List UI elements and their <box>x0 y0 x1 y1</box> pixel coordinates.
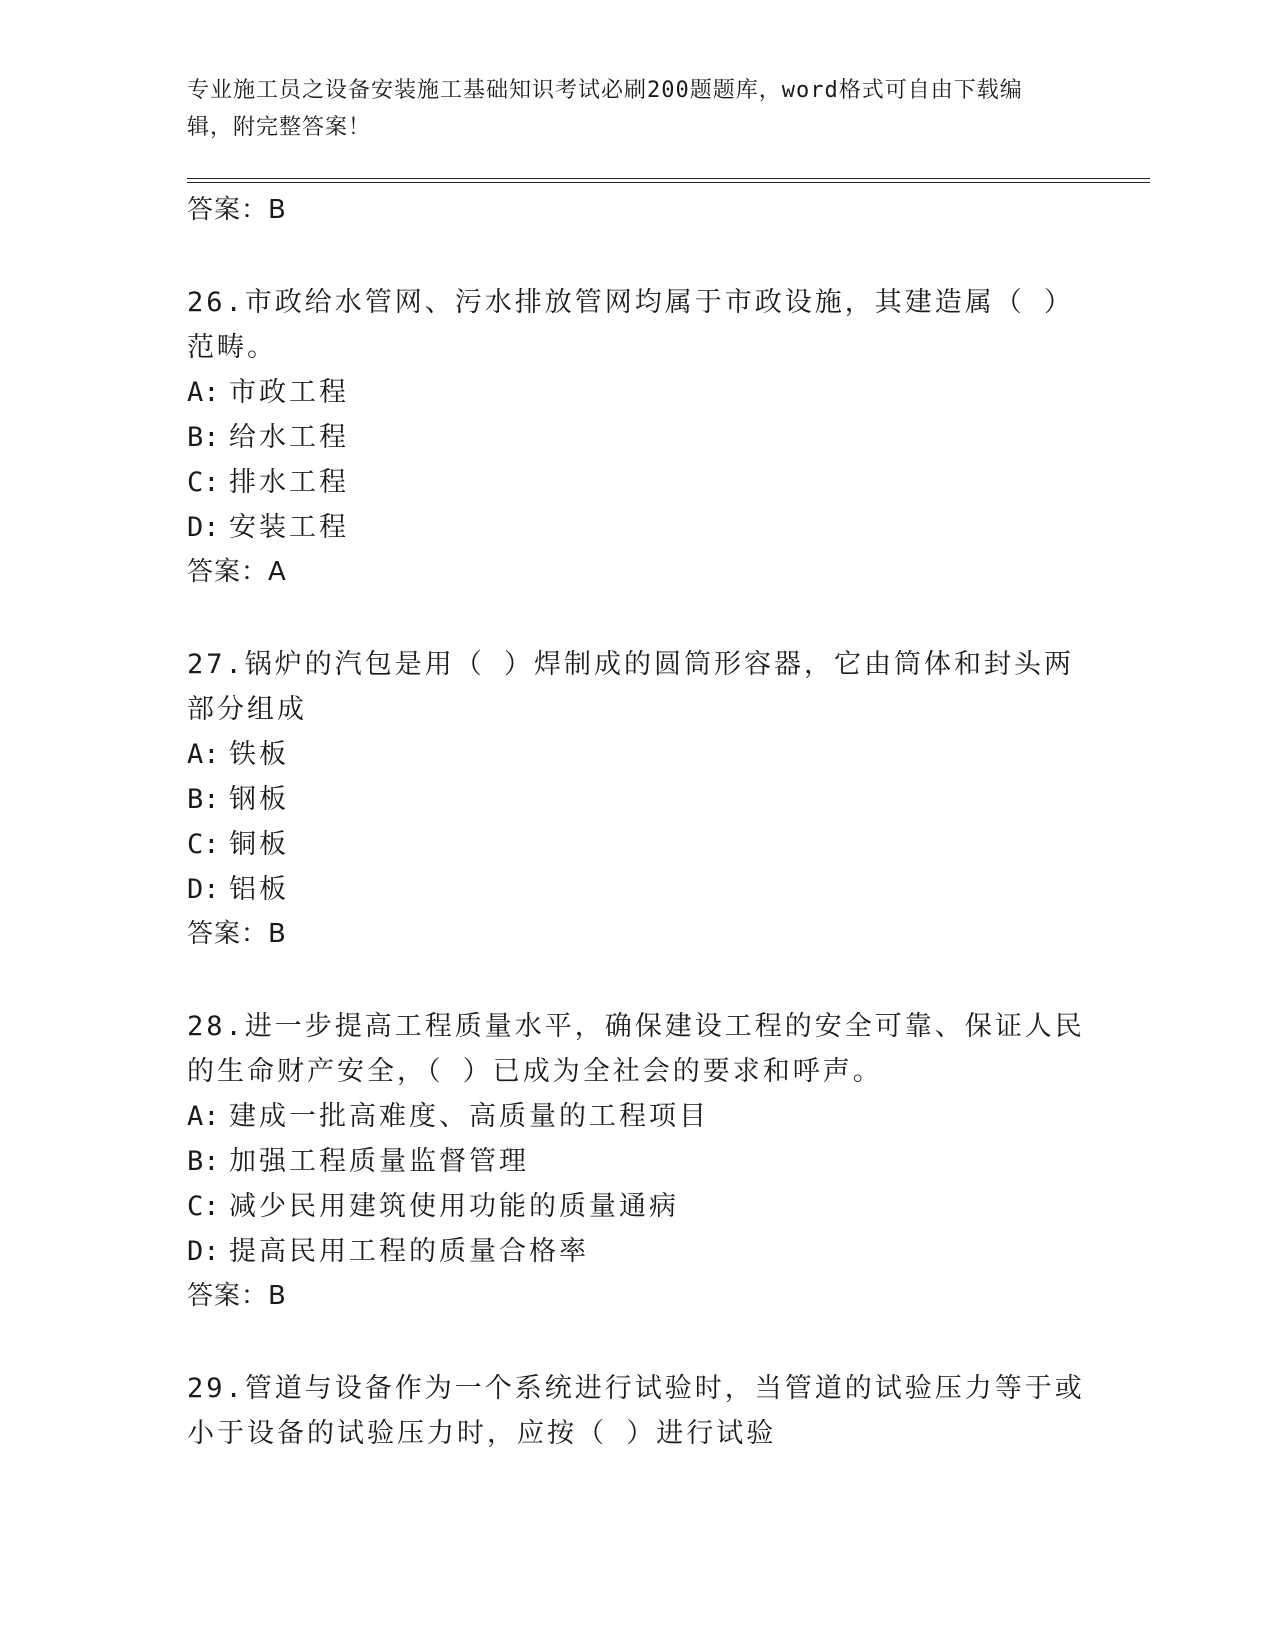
option-c <box>187 822 1087 867</box>
option-b <box>187 777 1087 822</box>
answer-line: 答案：A <box>187 557 287 587</box>
document-header <box>187 72 1067 146</box>
option-label: C: <box>187 467 220 498</box>
header-divider-bottom <box>187 182 1150 183</box>
option-label: B: <box>187 422 220 453</box>
option-label: D: <box>187 1236 220 1267</box>
option-a <box>187 732 1087 777</box>
option-text: 建成一批高难度、高质量的工程项目 <box>229 1101 709 1132</box>
option-label: B: <box>187 1146 220 1177</box>
question-text: 26.市政给水管网、污水排放管网均属于市政设施，其建造属（ ）范畴。 <box>187 287 1075 363</box>
option-text: 加强工程质量监督管理 <box>229 1146 529 1177</box>
option-text: 钢板 <box>229 784 289 815</box>
question-29 <box>187 1366 1087 1456</box>
option-label: D: <box>187 874 220 905</box>
answer-line: 答案：B <box>187 1281 287 1311</box>
option-label: B: <box>187 784 220 815</box>
option-text: 给水工程 <box>229 422 349 453</box>
option-a <box>187 370 1087 415</box>
option-text: 铝板 <box>229 874 289 905</box>
option-c <box>187 460 1087 505</box>
answer-line: 答案：B <box>187 919 287 949</box>
option-b <box>187 1139 1087 1184</box>
option-label: C: <box>187 829 220 860</box>
option-text: 铜板 <box>229 829 289 860</box>
option-label: A: <box>187 739 220 770</box>
option-label: A: <box>187 1101 220 1132</box>
option-label: A: <box>187 377 220 408</box>
option-label: C: <box>187 1191 220 1222</box>
header-title: 专业施工员之设备安装施工基础知识考试必刷200题题库，word格式可自由下载编辑，附完整答案！ <box>187 78 1023 140</box>
question-text: 27.锅炉的汽包是用（ ）焊制成的圆筒形容器，它由筒体和封头两部分组成 <box>187 649 1075 725</box>
question-text: 28.进一步提高工程质量水平，确保建设工程的安全可靠、保证人民的生命财产安全，（ ）已成为全社会的要求和呼声。 <box>187 1011 1085 1087</box>
option-a <box>187 1094 1087 1139</box>
question-list <box>187 188 1087 1456</box>
option-label: D: <box>187 512 220 543</box>
option-text: 铁板 <box>229 739 289 770</box>
option-text: 排水工程 <box>229 467 349 498</box>
option-text: 减少民用建筑使用功能的质量通病 <box>229 1191 679 1222</box>
answer-line: 答案：B <box>187 195 287 225</box>
question-26 <box>187 280 1087 595</box>
option-d <box>187 1229 1087 1274</box>
option-d <box>187 505 1087 550</box>
header-divider-top <box>187 178 1150 179</box>
option-text: 安装工程 <box>229 512 349 543</box>
question-27 <box>187 642 1087 957</box>
question-28 <box>187 1004 1087 1319</box>
option-b <box>187 415 1087 460</box>
option-text: 提高民用工程的质量合格率 <box>229 1236 589 1267</box>
question-text: 29.管道与设备作为一个系统进行试验时，当管道的试验压力等于或小于设备的试验压力时，应按（ ）进行试验 <box>187 1373 1085 1449</box>
option-text: 市政工程 <box>229 377 349 408</box>
option-c <box>187 1184 1087 1229</box>
option-d <box>187 867 1087 912</box>
